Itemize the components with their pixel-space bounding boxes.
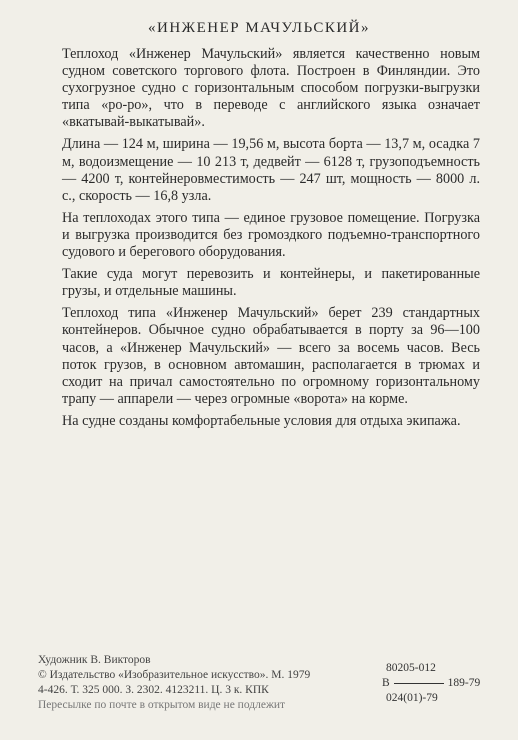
paragraph-containers: Теплоход типа «Инженер Мачульский» берет 239 стандартных контейнеров. Обычное судно обрабатывается в порту за 96—100 часов, а «Инженер Мачульский» — всего за восемь часов. Весь поток грузов, в основном автомашин, располагается в трюмах и сходит на причал самостоятельно по огромному горизонтальному трапу — аппарели — через огромные «ворота» на корме. [62, 305, 480, 407]
paragraph-specs: Длина — 124 м, ширина — 19,56 м, высота борта — 13,7 м, осадка 7 м, водоизмещение — 10 213 т, дедвейт — 6128 т, грузоподъемность — 4200 т, контейнеровместимость — 247 шт, мощность — 8000 л. с., скорость — 16,8 узла. [62, 136, 480, 204]
catalog-codes [382, 661, 502, 706]
catalog-code-top: 80205-012 [386, 662, 436, 674]
paragraph-intro: Теплоход «Инженер Мачульский» является качественно новым судном советского торгового флота. Построен в Финляндии. Это сухогрузное судно с горизонтальным способом погрузки-выгрузки типа «ро-ро», что в переводе с английского языка означает «вкатывай-выкатывай». [62, 46, 480, 131]
page-title: «ИНЖЕНЕР МАЧУЛЬСКИЙ» [147, 20, 370, 36]
publisher-credit: © Издательство «Изобразительное искусство». М. 1979 [38, 669, 311, 681]
print-details: 4-426. Т. 325 000. З. 2302. 4123211. Ц. 3 к. КПК [38, 684, 269, 696]
paragraph-crew: На судне созданы комфортабельные условия для отдыха экипажа. [62, 412, 461, 429]
paragraph-cargo-types: Такие суда могут перевозить и контейнеры, и пакетированные грузы, и отдельные машины. [62, 266, 480, 300]
catalog-code-bottom: 024(01)-79 [386, 692, 438, 704]
body-text [62, 46, 480, 435]
catalog-code-middle [382, 676, 502, 691]
divider-line [394, 683, 444, 684]
catalog-code-right: 189-79 [447, 677, 481, 689]
mail-note: Пересылке по почте в открытом виде не подлежит [38, 699, 286, 711]
catalog-letter: В [382, 677, 390, 689]
artist-credit: Художник В. Викторов [38, 654, 151, 666]
paragraph-cargo-hold: На теплоходах этого типа — единое грузовое помещение. Погрузка и выгрузка производится без громоздкого подъемно-транспортного судового и берегового оборудования. [62, 209, 480, 261]
